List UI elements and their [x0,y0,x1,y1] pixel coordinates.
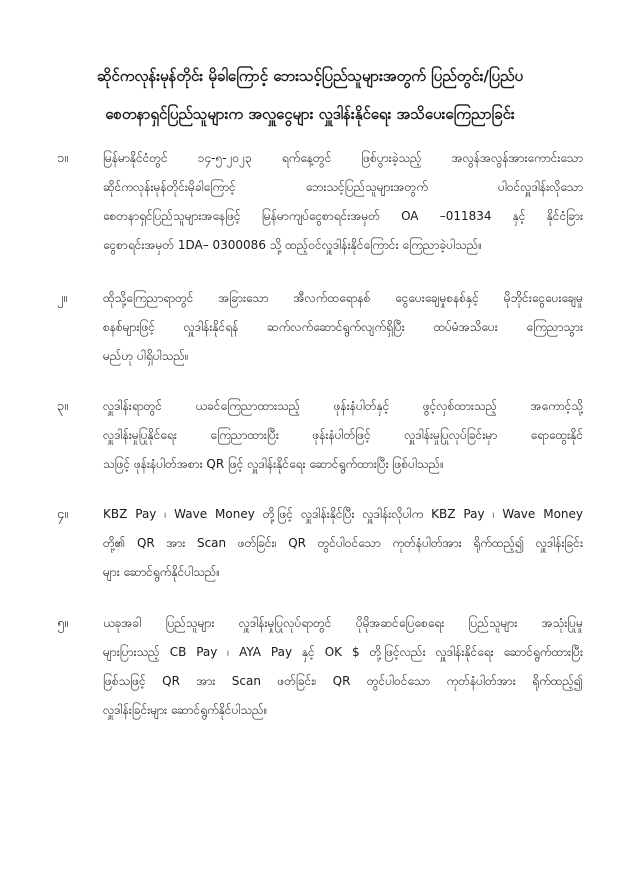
paragraph-line: ဖြစ်သဖြင့် QR အား Scan ဖတ်ခြင်း၊ QR တွင်ပါဝင်သော ကုတ်နံပါတ်အား ရိုက်ထည့်၍ [103,674,583,688]
title-line-2: စေတနာရှင်ပြည်သူများက အလှူငွေများ လှူဒါန်းနိုင်ရေး အသိပေးကြေညာခြင်း [105,105,515,123]
paragraph-line: သဖြင့် ဖုန်းနံပါတ်အစား QR ဖြင့် လှူဒါန်းနိုင်ရေး ဆောင်ရွက်ထားပြီး ဖြစ်ပါသည်။ [103,457,444,471]
paragraph-number: ၄။ [57,507,69,522]
paragraph-line: ငွေစာရင်းအမှတ် 1DA– 0300086 သို့ ထည့်ဝင်လှူဒါန်းနိုင်ကြောင်း ကြေညာခဲ့ပါသည်။ [103,238,482,252]
paragraph-number: ၂။ [57,291,68,306]
paragraph-line: စေတနာရှင်ပြည်သူများအနေဖြင့် မြန်မာကျပ်ငွေစာရင်းအမှတ် OA –011834 နှင့် နိုင်ငံခြား [103,209,583,223]
paragraph-line: မည်ဟု ပါရှိပါသည်။ [103,349,189,363]
paragraph-number: ၅။ [57,616,69,631]
paragraph-line: လှူဒါန်းမှုပြုနိုင်ရေး ကြေညာထားပြီး ဖုန်းနံပါတ်ဖြင့် လှူဒါန်းမှုပြုလုပ်ခြင်းမှာ ရောထွေးနိုင် [103,428,583,442]
paragraph-line: မြန်မာနိုင်ငံတွင် ၁၄-၅-၂၀၂၃ ရက်နေ့တွင် ဖြစ်ပွားခဲ့သည့် အလွန်အလွန်အားကောင်းသော [103,151,583,165]
paragraph-line: လှူဒါန်းခြင်းများ ဆောင်ရွက်နိုင်ပါသည်။ [103,703,268,717]
paragraph-number: ၁။ [57,151,69,166]
paragraph-line: KBZ Pay ၊ Wave Money တို့ဖြင့် လှူဒါန်းနိုင်ပြီး လှူဒါန်းလိုပါက KBZ Pay ၊ Wave Money [103,507,583,521]
paragraph-line: များပြားသည့် CB Pay ၊ AYA Pay နှင့် OK $ တို့ဖြင့်လည်း လှူဒါန်းနိုင်ရေး ဆောင်ရွက်ထားပြီး [103,645,583,659]
title-line-1: ဆိုင်ကလုန်းမုန်တိုင်း မိုခါကြောင့် ဘေးသင့်ပြည်သူများအတွက် ပြည်တွင်း/ပြည်ပ [96,67,524,85]
paragraph-line: များ ဆောင်ရွက်နိုင်ပါသည်။ [103,565,221,579]
paragraph-line: တို့၏ QR အား Scan ဖတ်ခြင်း၊ QR တွင်ပါဝင်သော ကုတ်နံပါတ်အား ရိုက်ထည့်၍ လှူဒါန်းခြင်း [103,536,583,550]
paragraph-line: ထိုသို့ကြေညာရာတွင် အခြားသော အီလက်ထရောနစ် ငွေပေးချေမှုစနစ်နှင့် မိုဘိုင်းငွေပေးချေမှု [103,291,583,305]
paragraph-number: ၃။ [57,399,69,414]
paragraph-line: စနစ်များဖြင့် လှူဒါန်းနိုင်ရန် ဆက်လက်ဆောင်ရွက်လျက်ရှိပြီး ထပ်မံအသိပေး ကြေညာသွား [103,320,583,334]
paragraph-line: ဆိုင်ကလုန်းမုန်တိုင်းမိုခါကြောင့် ဘေးသင့်ပြည်သူများအတွက် ပါဝင်လှူဒါန်းလိုသော [103,180,583,194]
paragraph-line: လှူဒါန်းရာတွင် ယခင်ကြေညာထားသည့် ဖုန်းနံပါတ်နှင့် ဖွင့်လှစ်ထားသည့် အကောင့်သို့ [103,399,583,413]
paragraph-line: ယခုအခါ ပြည်သူများ လှူဒါန်းမှုပြုလုပ်ရာတွင် ပိုမိုအဆင်ပြေစေရေး ပြည်သူများ အသုံးပြုမှု [103,616,583,630]
